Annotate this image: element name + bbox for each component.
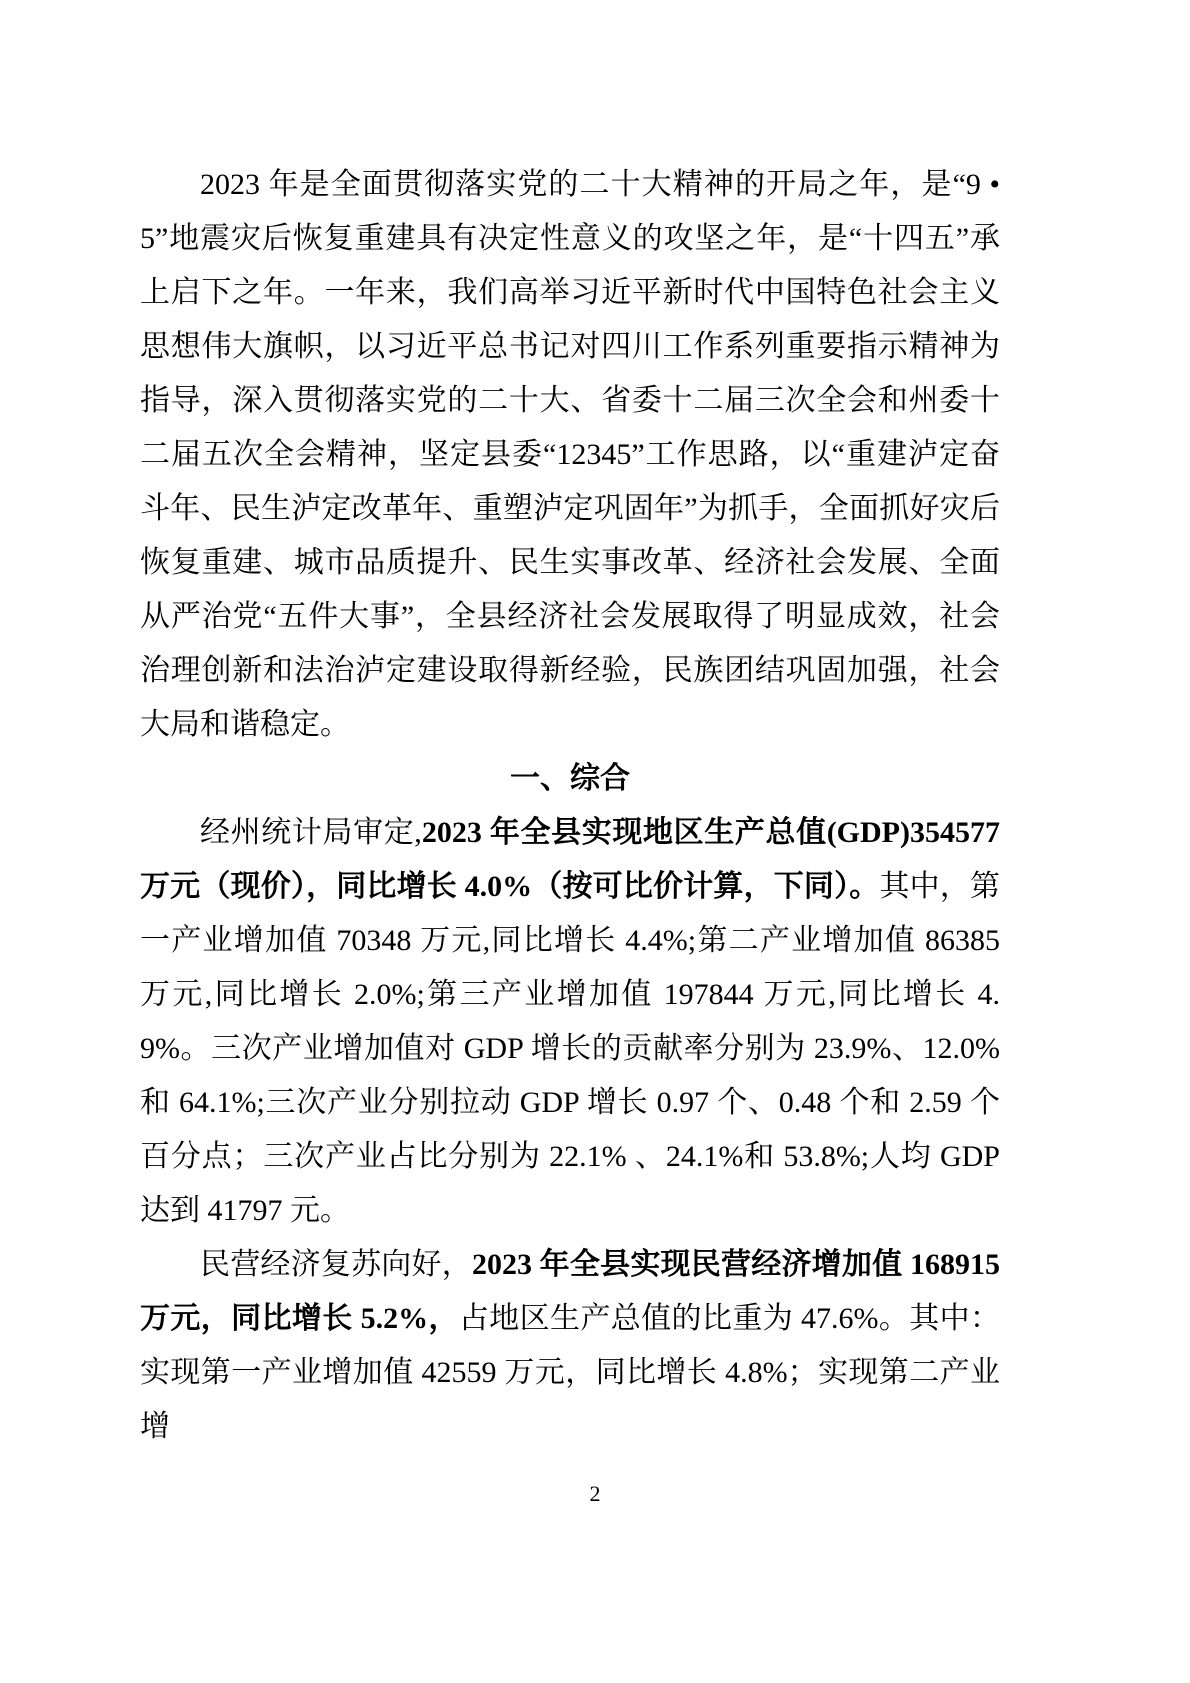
document-body bbox=[140, 158, 1000, 1454]
page-number: 2 bbox=[589, 1481, 601, 1506]
bold-text-run: 2023 年全县实现民营经济增加值 168915 万元，同比增长 5.2%， bbox=[140, 1248, 1001, 1335]
text-run: 经州统计局审定, bbox=[200, 816, 422, 849]
paragraph bbox=[140, 806, 1000, 1238]
paragraph bbox=[140, 158, 1000, 752]
text-run: 2023 年是全面贯彻落实党的二十大精神的开局之年，是“9 •5”地震灾后恢复重建具有决定性意义的攻坚之年，是“十四五”承上启下之年。一年来，我们高举习近平新时代中国特色社会主义思想伟大旗帜，以习近平总书记对四川工作系列重要指示精神为指导，深入贯彻落实党的二十大、省委十二届三次全会和州委十二届五次全会精神，坚定县委“12345”工作思路，以“重建泸定奋斗年、民生泸定改革年、重塑泸定巩固年”为抓手，全面抓好灾后恢复重建、城市品质提升、民生实事改革、经济社会发展、全面从严治党“五件大事”，全县经济社会发展取得了明显成效，社会治理创新和法治泸定建设取得新经验，民族团结巩固加强，社会大局和谐稳定。 bbox=[140, 168, 1000, 741]
text-run: 民营经济复苏向好， bbox=[200, 1248, 472, 1281]
text-run: 其中，第一产业增加值 70348 万元,同比增长 4.4%;第二产业增加值 86385 万元,同比增长 2.0%;第三产业增加值 197844 万元,同比增长 4.9%。三次产业增加值对 GDP 增长的贡献率分别为 23.9%、12.0%和 64.1%;三次产业分别拉动 GDP 增长 0.97 个、0.48 个和 2.59 个百分点；三次产业占比分别为 22.1% 、24.1%和 53.8%;人均 GDP 达到 41797 元。 bbox=[140, 870, 1001, 1227]
text-run: 占地区生产总值的比重为 47.6%。其中：实现第一产业增加值 42559 万元，同比增长 4.8%；实现第二产业增 bbox=[140, 1302, 1001, 1443]
paragraph bbox=[140, 1238, 1000, 1454]
bold-text-run: 2023 年全县实现地区生产总值(GDP)354577 万元（现价），同比增长 4.0%（按可比价计算，下同）。 bbox=[140, 816, 1000, 903]
bold-text-run: 一、综合 bbox=[510, 762, 630, 795]
section-heading bbox=[140, 752, 1000, 806]
